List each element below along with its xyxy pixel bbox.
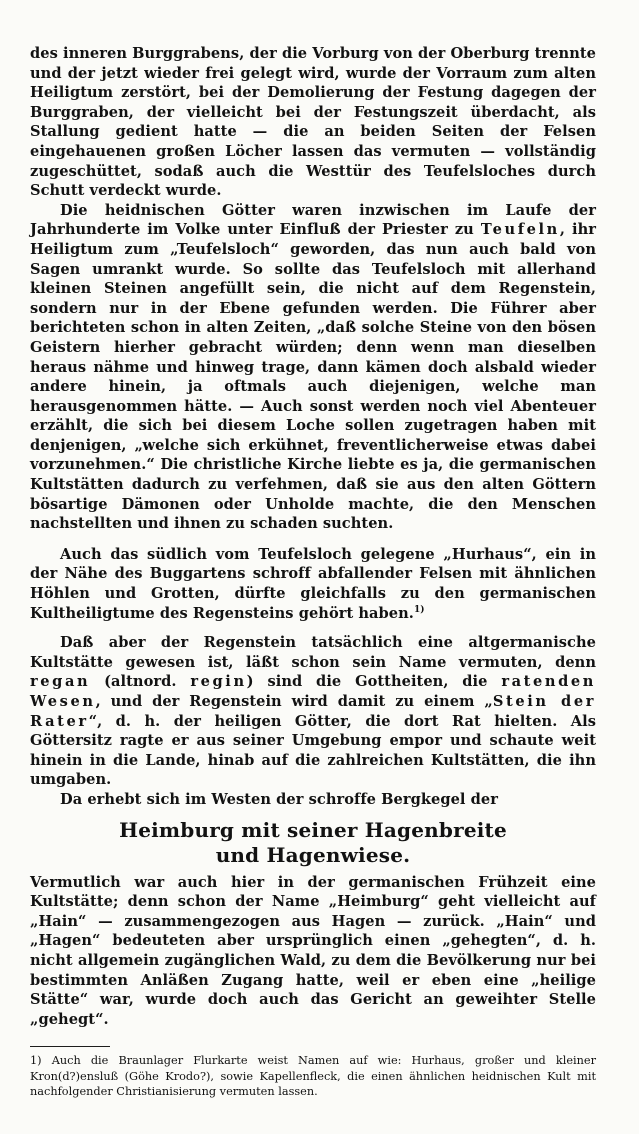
footnote [30,1053,596,1100]
paragraph-2-text-end: , ihr Heiligtum zum „Teufelsloch“ geworden, das nun auch bald von Sagen umrankt wurde. So sollte das Teufelsloch mit allerhand kleinen Steinen angefüllt sein, die nicht auf dem Regenstein, sondern nur in der Ebene gefunden werden. Die Führer aber berichteten schon in alten Zeiten, „daß solche Steine von den bösen Geistern hierher gebracht würden; denn wenn man dieselben heraus nähme und hinweg trage, dann kämen doch alsbald wieder andere hinein, ja oftmals auch diejenigen, welche man herausgenommen hätte. — Auch sonst werden noch viel Abenteuer erzählt, die sich bei diesem Loche sollen zugetragen haben mit denjenigen, „welche sich erkühnet, freventlicherweise etwas dabei vorzunehmen.“ Die christliche Kirche liebte es ja, die germanischen Kultstätten dadurch zu verfehmen, daß sie aus den alten Göttern bösartige Dämonen oder Unholde machte, die den Menschen nachstellten und ihnen zu schaden suchten. [30,221,596,533]
section-heading-line-2: und Hagenwiese. [215,842,411,867]
paragraph-2 [30,201,596,534]
paragraph-1: des inneren Burggrabens, der die Vorburg von der Oberburg trennte und der jetzt wieder frei gelegt wird, wurde der Vorraum zum alten Heiligtum zerstört, bei der Demolierung der Festung dagegen der Burggraben, der vielleicht bei der Festungszeit überdacht, als Stallung gedient hatte — die an beiden Seiten der Felsen eingehauenen großen Löcher lassen das vermuten — vollständig zugeschüttet, sodaß auch die Westtür des Teufelsloches durch Schutt verdeckt wurde. [30,45,596,200]
footnote-divider [30,1046,110,1047]
paragraph-4-spaced-4: Stein der Rater [30,693,596,730]
paragraph-4-text-middle-1: (altnord. [90,673,191,691]
paragraph-4-text-middle-2: ) sind die Gottheiten, die [246,673,502,691]
section-heading [30,818,596,868]
paragraph-5: Da erhebt sich im Westen der schroffe Bergkegel der [60,790,498,808]
paragraph-4-text-middle-3: , und der Regenstein wird damit zu einem „ [95,693,493,710]
paragraph-4-text-start: Daß aber der Regenstein tatsächlich eine altgermanische Kultstätte gewesen ist, läßt schon sein Name vermuten, denn [30,634,596,671]
paragraph-4-text-end: “, d. h. der heiligen Götter, die dort Rat hielten. Als Göttersitz ragte er aus seiner Umgebung empor und schaute weit hinein in die Lande, hinab auf die zahlreichen Kultstätten, die ihn umgaben. [30,712,596,789]
paragraph-4-spaced-2: regin [190,673,247,691]
paragraph-4-spaced-1: regan [30,673,91,691]
paragraph-3 [30,545,596,623]
paragraph-4-spaced-3: ratenden Wesen [30,673,596,710]
paragraph-3-footnote-ref: 1) [413,604,425,615]
paragraph-3-text: Auch das südlich vom Teufelsloch gelegene „Hurhaus“, ein in der Nähe des Buggartens schroff abfallender Felsen mit ähnlichen Höhlen und Grotten, dürfte gleichfalls zu den germanischen Kultheiligtume des Regensteins gehört haben. [30,545,596,622]
paragraph-2-spaced-word: Teufeln [480,221,560,239]
section-heading-line-1: Heimburg mit seiner Hagenbreite [119,817,507,842]
footnote-mark: 1) [30,1054,42,1068]
footnote-text: Auch die Braunlager Flurkarte weist Namen auf wie: Hurhaus, großer und kleiner Kron(d?)ensluß (Göhe Krodo?), sowie Kapellenfleck, die einen ähnlichen heidnischen Kult mit nachfolgender Christianisierung vermuten lassen. [30,1054,596,1099]
closing-paragraph: Vermutlich war auch hier in der germanischen Frühzeit eine Kultstätte; denn schon der Name „Heimburg“ geht vielleicht auf „Hain“ — zusammengezogen aus Hagen — zurück. „Hain“ und „Hagen“ bedeuteten aber ursprünglich einen „gehegten“, d. h. nicht allgemein zugänglichen Wald, zu dem die Bevölkerung nur bei bestimmten Anläßen Zugang hatte, weil er eben eine „heilige Stätte“ war, wurde doch auch das Gericht an geweihter Stelle „gehegt“. [30,873,596,1028]
paragraph-4 [30,633,596,790]
paragraph-2-text-start: Die heidnischen Götter waren inzwischen im Laufe der Jahrhunderte im Volke unter Einfluß der Priester zu [30,201,596,239]
page-content [30,44,596,1100]
